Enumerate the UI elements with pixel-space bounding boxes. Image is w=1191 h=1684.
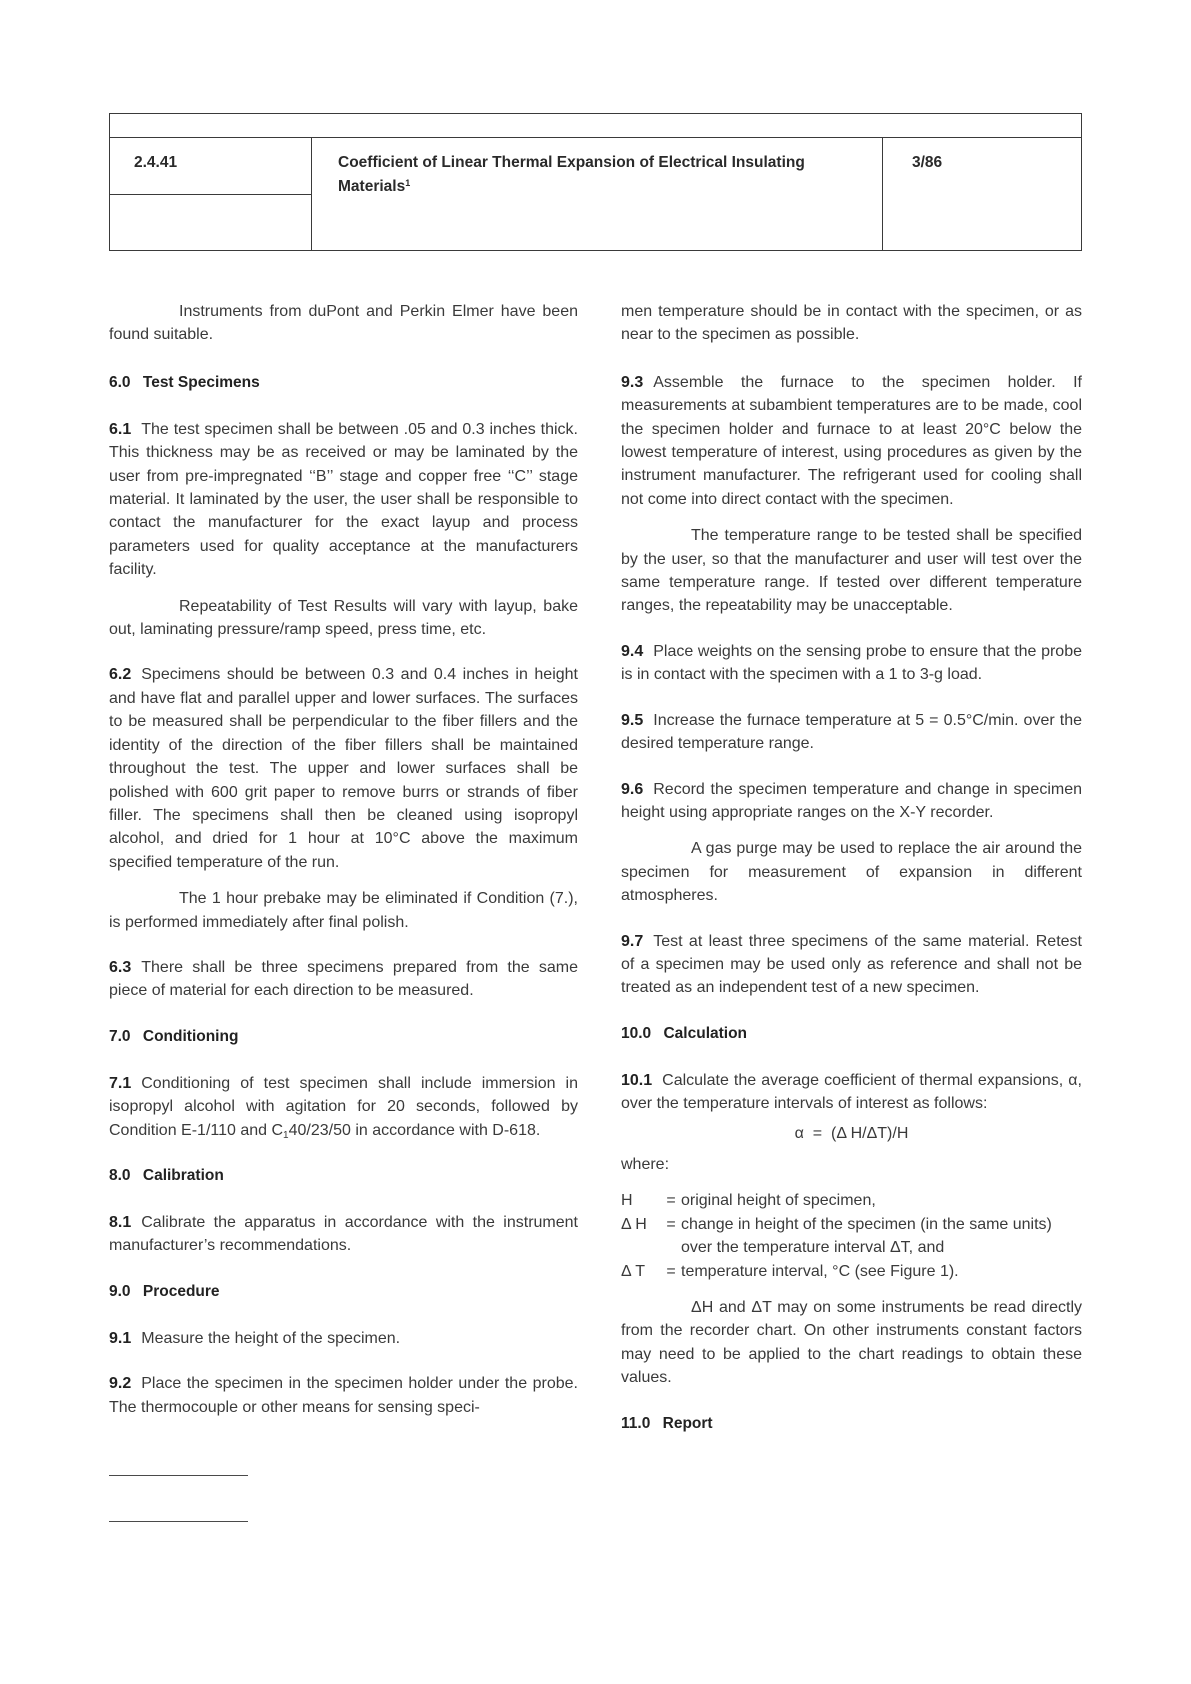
section-title: Procedure	[142, 1282, 220, 1300]
definition-symbol: Δ T	[621, 1262, 646, 1280]
paragraph-temperature-range: The temperature range to be tested shall be specified by the user, so that the manufacturer and user will test over the same temperature range. If tested over different temperature ranges, the repeatability may be unacceptable.	[621, 527, 1082, 615]
section-title: Calculation	[663, 1024, 748, 1042]
paragraph-chart-readings: ΔH and ΔT may on some instruments be read directly from the recorder chart. On other instruments constant factors may need to be applied to the chart readings to obtain these values.	[621, 1299, 1082, 1387]
section-title: Conditioning	[142, 1027, 239, 1045]
clause-number: 9.7	[621, 932, 644, 950]
document-title	[338, 152, 878, 197]
paragraph-prebake: The 1 hour prebake may be eliminated if Condition (7.), is performed immediately after final polish.	[109, 890, 578, 931]
clause-text: There shall be three specimens prepared from the same piece of material for each direction to be measured.	[109, 958, 578, 1000]
section-heading-8-0	[109, 1164, 578, 1187]
clause-text: The test specimen shall be between .05 and 0.3 inches thick. This thickness may be as received or may be laminated by the user from pre-impregnated ‘‘B’’ stage and copper free ‘‘C’’ stage material. It laminated by the user, the user shall be responsible to contact the manufacturer for the exact layup and process parameters used for quality acceptance at the manufacturers facility.	[109, 420, 578, 579]
clause-text: Calculate the average coefficient of thermal expansions, α, over the temperature intervals of interest as follows:	[621, 1071, 1082, 1113]
clause-number: 6.1	[109, 420, 132, 438]
definition-text: change in height of the specimen (in the same units) over the temperature interval ΔT, and	[681, 1215, 1052, 1257]
section-number: 9.0	[109, 1282, 131, 1300]
definition-text: temperature interval, °C (see Figure 1).	[681, 1262, 959, 1280]
header-cell-divider	[110, 194, 311, 195]
section-heading-11-0	[621, 1412, 1082, 1435]
section-title: Calibration	[142, 1166, 224, 1184]
section-heading-9-0	[109, 1280, 578, 1303]
definition-equals: =	[666, 1215, 676, 1233]
document-header-box	[109, 113, 1082, 251]
section-heading-7-0	[109, 1025, 578, 1048]
definition-symbol: Δ H	[621, 1215, 647, 1233]
section-number: 10.0	[621, 1024, 652, 1042]
definition-equals: =	[666, 1192, 676, 1210]
definition-text: original height of specimen,	[681, 1192, 876, 1210]
where-label: where:	[621, 1155, 670, 1173]
clause-text: Calibrate the apparatus in accordance with the instrument manufacturer’s recommendations.	[109, 1213, 578, 1255]
clause-number: 6.3	[109, 958, 132, 976]
paragraph-6-2	[109, 663, 578, 874]
section-number: 6.0	[109, 373, 131, 391]
definitions-list	[621, 1189, 1082, 1283]
paragraph-9-5	[621, 709, 1082, 756]
clause-number: 10.1	[621, 1071, 653, 1089]
paragraph-7-1	[109, 1072, 578, 1142]
paragraph-9-2	[109, 1372, 578, 1419]
document-number: 2.4.41	[134, 154, 178, 171]
clause-number: 8.1	[109, 1213, 132, 1231]
definition-equals: =	[666, 1262, 676, 1280]
subscript: 1	[283, 1129, 289, 1141]
document-revision: 3/86	[912, 154, 943, 171]
clause-text: Conditioning of test specimen shall include immersion in isopropyl alcohol with agitation for 20 seconds, followed by Condition E-1/110 and C	[109, 1074, 578, 1139]
clause-text: Place the specimen in the specimen holder under the probe. The thermocouple or other means for sensing speci-	[109, 1375, 578, 1416]
section-title: Report	[662, 1414, 713, 1432]
paragraph-gas-purge: A gas purge may be used to replace the air around the specimen for measurement of expansion in different atmospheres.	[621, 840, 1082, 905]
paragraph-6-3	[109, 956, 578, 1003]
paragraph-10-1	[621, 1069, 1082, 1116]
paragraph-6-1	[109, 418, 578, 582]
section-number: 7.0	[109, 1027, 131, 1045]
clause-number: 6.2	[109, 666, 132, 684]
section-heading-6-0	[109, 371, 578, 394]
clause-number: 9.5	[621, 711, 644, 729]
paragraph-continuation: men temperature should be in contact with the specimen, or as near to the specimen as possible.	[621, 303, 1082, 344]
footnote-mark: 1	[405, 178, 411, 188]
clause-number: 9.3	[621, 373, 644, 391]
paragraph-9-3	[621, 371, 1082, 511]
clause-number: 9.4	[621, 642, 644, 660]
footnote-rule	[109, 1475, 248, 1476]
right-column	[621, 300, 1082, 1435]
formula: α = (Δ H/ΔT)/H	[794, 1124, 909, 1142]
header-top-row	[110, 114, 1081, 138]
clause-text-cont: 40/23/50 in accordance with D-618.	[288, 1121, 541, 1139]
paragraph-9-7	[621, 930, 1082, 1000]
section-number: 11.0	[621, 1414, 651, 1432]
clause-number: 7.1	[109, 1074, 132, 1092]
clause-number: 9.6	[621, 780, 644, 798]
clause-text: Record the specimen temperature and change in specimen height using appropriate ranges on the X-Y recorder.	[621, 780, 1082, 821]
clause-number: 9.1	[109, 1329, 132, 1347]
section-heading-10-0	[621, 1022, 1082, 1045]
paragraph-instruments: Instruments from duPont and Perkin Elmer have been found suitable.	[109, 303, 578, 344]
document-title-text: Coefficient of Linear Thermal Expansion of Electrical Insulating Materials	[338, 154, 805, 195]
paragraph-8-1	[109, 1211, 578, 1258]
paragraph-repeatability: Repeatability of Test Results will vary with layup, bake out, laminating pressure/ramp speed, press time, etc.	[109, 597, 578, 639]
clause-text: Specimens should be between 0.3 and 0.4 inches in height and have flat and parallel upper and lower surfaces. The surfaces to be measured shall be perpendicular to the fiber fillers and the identity of the direction of the fiber fillers shall be maintained throughout the test. The upper and lower surfaces shall be polished with 600 grit paper to remove burrs or strands of fiber filler. The specimens shall then be cleaned using isopropyl alcohol, and dried for 1 hour at 10°C above the maximum specified temperature of the run.	[109, 666, 578, 871]
footnote-rule	[109, 1521, 248, 1522]
clause-text: Place weights on the sensing probe to ensure that the probe is in contact with the specimen with a 1 to 3-g load.	[621, 642, 1082, 684]
paragraph-9-1	[109, 1327, 578, 1350]
left-column	[109, 300, 578, 1419]
paragraph-9-6	[621, 778, 1082, 825]
clause-number: 9.2	[109, 1375, 132, 1393]
clause-text: Test at least three specimens of the same material. Retest of a specimen may be used only as reference and shall not be treated as an independent test of a new specimen.	[621, 932, 1082, 997]
section-title: Test Specimens	[142, 373, 260, 391]
clause-text: Assemble the furnace to the specimen holder. If measurements at subambient temperatures are to be made, cool the specimen holder and furnace to at least 20°C below the lowest temperature of interest, using procedures as given by the instrument manufacturer. The refrigerant used for cooling shall not come into direct contact with the specimen.	[621, 373, 1082, 508]
clause-text: Measure the height of the specimen.	[141, 1329, 401, 1347]
definition-symbol: H	[621, 1192, 633, 1210]
clause-text: Increase the furnace temperature at 5 = 0.5°C/min. over the desired temperature range.	[621, 711, 1082, 753]
paragraph-9-4	[621, 640, 1082, 687]
section-number: 8.0	[109, 1166, 131, 1184]
